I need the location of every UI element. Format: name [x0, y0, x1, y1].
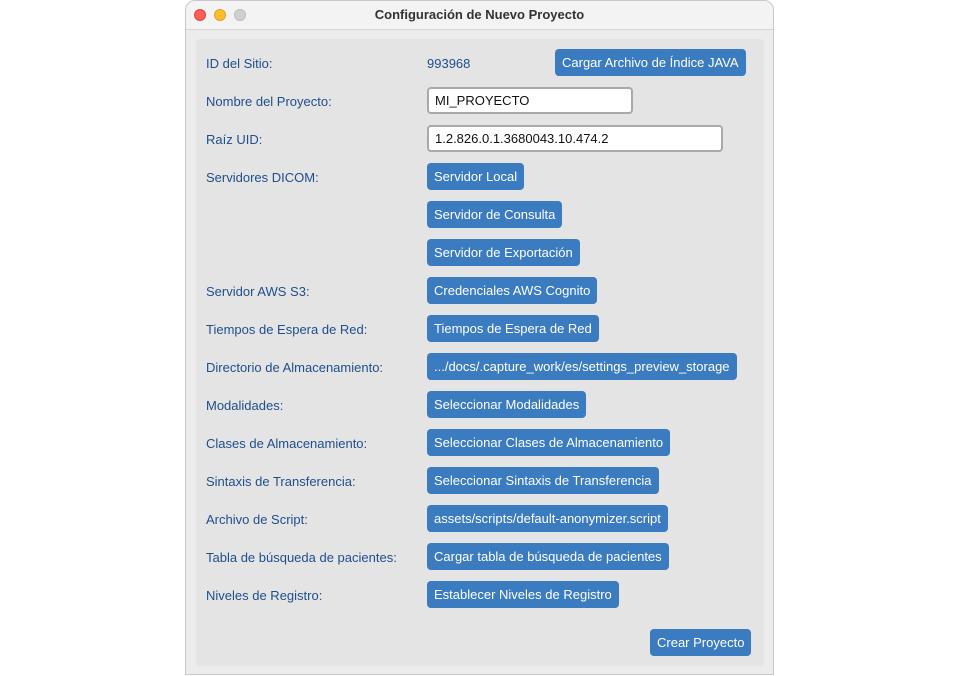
modalities-label: Modalidades:: [206, 398, 284, 413]
site-id-value: 993968: [427, 56, 471, 71]
uid-root-input[interactable]: [427, 125, 723, 152]
storage-directory-label: Directorio de Almacenamiento:: [206, 360, 384, 375]
select-storage-classes-button[interactable]: Seleccionar Clases de Almacenamiento: [427, 429, 670, 456]
project-settings-window: [185, 0, 774, 675]
script-file-label: Archivo de Script:: [206, 512, 308, 527]
project-name-label: Nombre del Proyecto:: [206, 94, 332, 109]
site-id-label: ID del Sitio:: [206, 56, 273, 71]
network-timeouts-button[interactable]: Tiempos de Espera de Red: [427, 315, 599, 342]
window-title: Configuración de Nuevo Proyecto: [374, 7, 585, 22]
storage-classes-label: Clases de Almacenamiento:: [206, 436, 368, 451]
aws-s3-label: Servidor AWS S3:: [206, 284, 310, 299]
create-project-button[interactable]: Crear Proyecto: [650, 629, 751, 656]
uid-root-label: Raíz UID:: [206, 132, 263, 147]
title-bar: [186, 1, 773, 30]
storage-directory-button[interactable]: .../docs/.capture_work/es/settings_preview_storage: [427, 353, 737, 380]
local-server-button[interactable]: Servidor Local: [427, 163, 524, 190]
patient-lookup-label: Tabla de búsqueda de pacientes:: [206, 550, 397, 565]
load-patient-lookup-button[interactable]: Cargar tabla de búsqueda de pacientes: [427, 543, 669, 570]
script-file-button[interactable]: assets/scripts/default-anonymizer.script: [427, 505, 668, 532]
select-transfer-syntax-button[interactable]: Seleccionar Sintaxis de Transferencia: [427, 467, 659, 494]
query-server-button[interactable]: Servidor de Consulta: [427, 201, 562, 228]
settings-panel: [196, 39, 764, 666]
export-server-button[interactable]: Servidor de Exportación: [427, 239, 580, 266]
aws-cognito-credentials-button[interactable]: Credenciales AWS Cognito: [427, 277, 597, 304]
set-log-levels-button[interactable]: Establecer Niveles de Registro: [427, 581, 619, 608]
project-name-input[interactable]: [427, 87, 633, 114]
network-timeouts-label: Tiempos de Espera de Red:: [206, 322, 368, 337]
select-modalities-button[interactable]: Seleccionar Modalidades: [427, 391, 586, 418]
load-java-index-button[interactable]: Cargar Archivo de Índice JAVA: [555, 49, 746, 76]
log-levels-label: Niveles de Registro:: [206, 588, 323, 603]
dicom-servers-label: Servidores DICOM:: [206, 170, 319, 185]
transfer-syntax-label: Sintaxis de Transferencia:: [206, 474, 356, 489]
